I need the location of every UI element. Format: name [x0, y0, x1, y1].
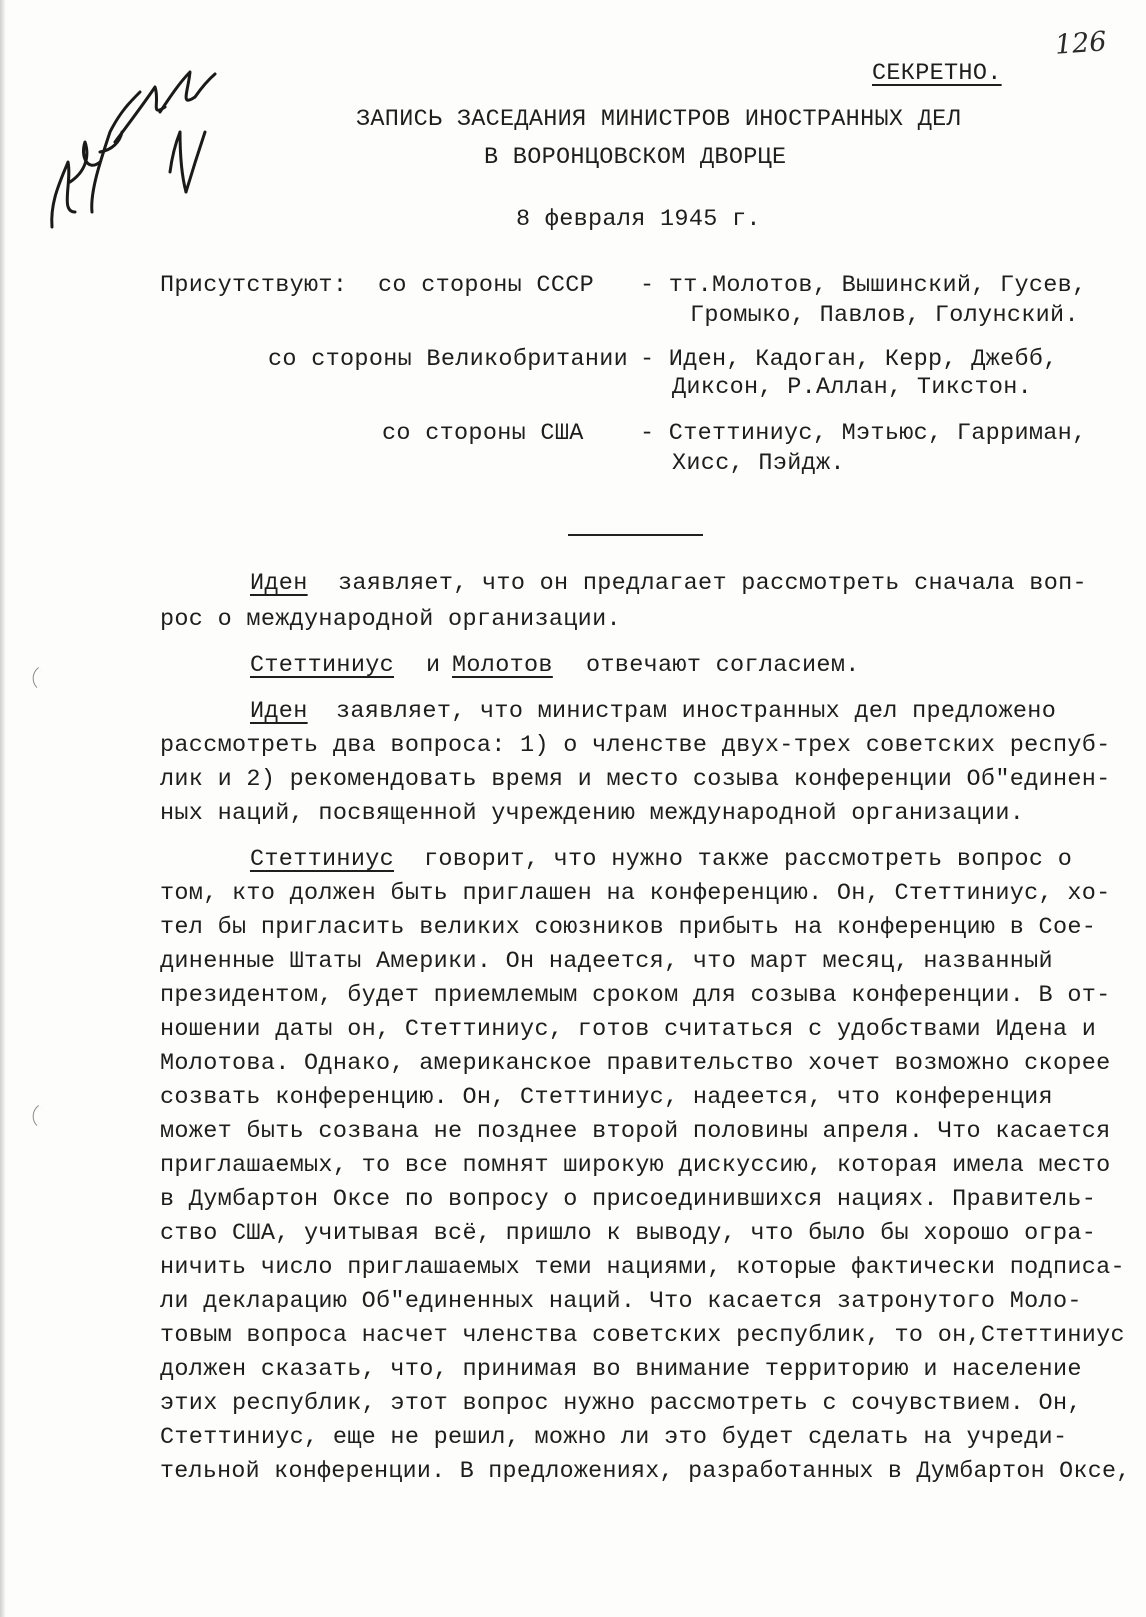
paragraph-line: диненные Штаты Америки. Он надеется, что март месяц, названный [160, 948, 1053, 975]
document-title: ЗАПИСЬ ЗАСЕДАНИЯ МИНИСТРОВ ИНОСТРАННЫХ ДЕЛ [356, 106, 961, 133]
paragraph-line: тел бы пригласить великих союзников прибыть на конференцию в Сое- [160, 914, 1097, 941]
page-number: 126 [1053, 26, 1108, 61]
paragraph-line: рос о международной организации. [160, 606, 621, 633]
paragraph-line: Молотова. Однако, американское правительство хочет возможно скорее [160, 1050, 1111, 1077]
attendees-ussr-names: - тт.Молотов, Вышинский, Гусев, [640, 272, 1087, 299]
paragraph-line: может быть созвана не позднее второй половины апреля. Что касается [160, 1118, 1111, 1145]
attendees-us-side: со стороны США [382, 420, 584, 447]
paragraph-line: президентом, будет приемлемым сроком для созыва конференции. В от- [160, 982, 1111, 1009]
paragraph-line: приглашаемых, то все помнят широкую дискуссию, которая имела место [160, 1152, 1111, 1179]
paragraph-line: говорит, что нужно также рассмотреть вопрос о [424, 846, 1073, 873]
paragraph-line: том, кто должен быть приглашен на конференцию. Он, Стеттиниус, хо- [160, 880, 1111, 907]
document-title-line2: В ВОРОНЦОВСКОМ ДВОРЦЕ [484, 144, 787, 171]
speaker-name: Стеттиниус [250, 652, 395, 679]
speaker-name: Иден [250, 698, 308, 725]
conjunction: и [426, 652, 441, 679]
speaker-name: Молотов [452, 652, 553, 679]
paragraph-line: ных наций, посвященной учреждению международной организации. [160, 800, 1025, 827]
paragraph-line: в Думбартон Оксе по вопросу о присоединившихся нациях. Правитель- [160, 1186, 1097, 1213]
paragraph-line: ство США, учитывая всё, пришло к выводу, что было бы хорошо огра- [160, 1220, 1097, 1247]
speaker-name: Стеттиниус [250, 846, 395, 873]
attendees-ussr-names: Громыко, Павлов, Голунский. [690, 302, 1079, 329]
paragraph-line: ношении даты он, Стеттиниус, готов считаться с удобствами Идена и [160, 1016, 1097, 1043]
attendees-uk-names: Диксон, Р.Аллан, Тикстон. [672, 374, 1033, 401]
attendees-uk-names: - Иден, Кадоган, Керр, Джебб, [640, 346, 1058, 373]
attendees-ussr-side: со стороны СССР [378, 272, 595, 299]
paragraph-line: заявляет, что министрам иностранных дел предложено [336, 698, 1057, 725]
paragraph-line: этих республик, этот вопрос нужно рассмотреть с сочувствием. Он, [160, 1390, 1082, 1417]
paragraph-line: тельной конференции. В предложениях, разработанных в Думбартон Оксе, [160, 1458, 1131, 1485]
paragraph-line: ничить число приглашаемых теми нациями, которые фактически подписа- [160, 1254, 1125, 1281]
attendees-uk-side: со стороны Великобритании [268, 346, 629, 373]
attendees-us-names: - Стеттиниус, Мэтьюс, Гарриман, [640, 420, 1087, 447]
paragraph-line: рассмотреть два вопроса: 1) о членстве двух-трех советских респуб- [160, 732, 1111, 759]
speaker-name: Иден [250, 570, 308, 597]
paragraph-line: созвать конференцию. Он, Стеттиниус, надеется, что конференция [160, 1084, 1053, 1111]
paragraph-line: лик и 2) рекомендовать время и место созыва конференции Об"единен- [160, 766, 1111, 793]
paragraph-line: Стеттиниус, еще не решил, можно ли это будет сделать на учреди- [160, 1424, 1068, 1451]
attendees-label: Присутствуют: [160, 272, 348, 299]
document-date: 8 февраля 1945 г. [516, 206, 761, 233]
paragraph-line: товым вопроса насчет членства советских республик, то он,Стеттиниус [160, 1322, 1125, 1349]
classification-mark: СЕКРЕТНО. [872, 60, 1002, 87]
section-divider [568, 534, 703, 536]
attendees-us-names: Хисс, Пэйдж. [672, 450, 845, 477]
paragraph-line: должен сказать, что, принимая во внимание территорию и население [160, 1356, 1082, 1383]
paragraph-line: ли декларацию Об"единенных наций. Что касается затронутого Моло- [160, 1288, 1082, 1315]
margin-mark [27, 667, 48, 688]
margin-mark [27, 1105, 48, 1126]
page-edge-shadow [0, 0, 6, 1617]
paragraph-line: отвечают согласием. [586, 652, 860, 679]
handwritten-signature [30, 62, 230, 242]
paragraph-line: заявляет, что он предлагает рассмотреть сначала воп- [338, 570, 1087, 597]
